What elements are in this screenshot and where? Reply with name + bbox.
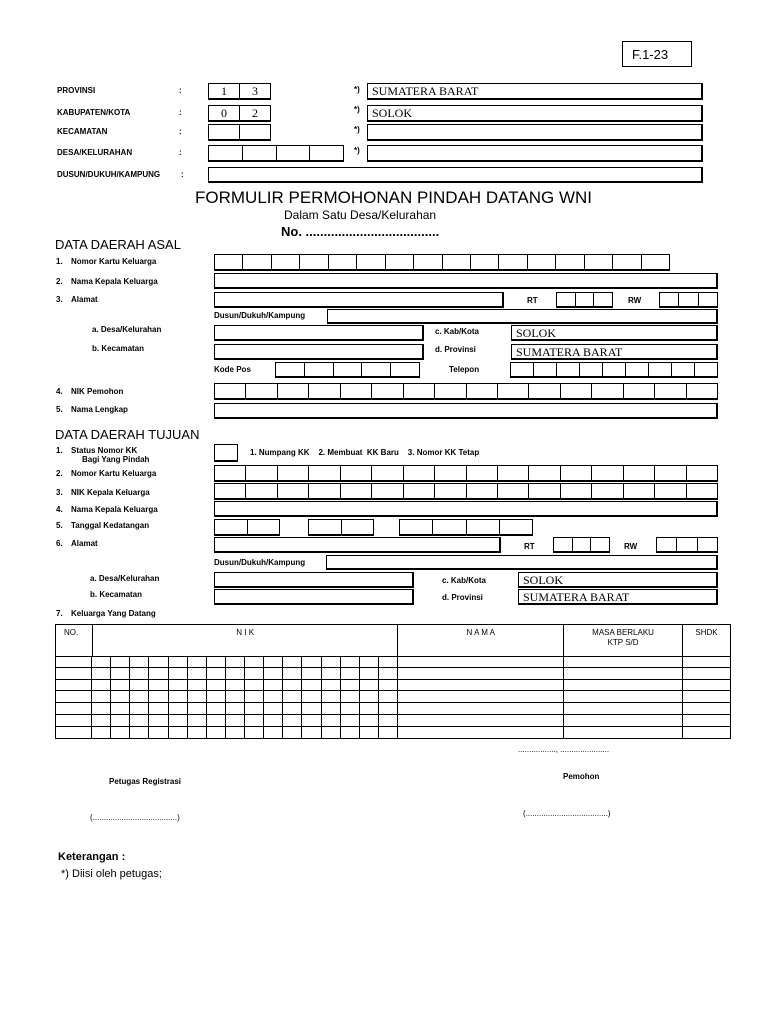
date-line: ................., ...................... xyxy=(518,745,610,754)
nik-digit-cell[interactable] xyxy=(207,727,226,738)
nik-digit-cell[interactable] xyxy=(111,680,130,691)
form-subtitle: Dalam Satu Desa/Kelurahan xyxy=(284,208,437,222)
petugas-label: Petugas Registrasi xyxy=(109,777,182,786)
tujuan-dusun-label: Dusun/Dukuh/Kampung xyxy=(214,558,306,567)
nik-digit-cell[interactable] xyxy=(245,691,264,702)
dusun-field[interactable] xyxy=(208,167,703,183)
nik-digit-cell[interactable] xyxy=(207,656,226,667)
tujuan-status-options: 1. Numpang KK 2. Membuat KK Baru 3. Nomor KK Tetap xyxy=(250,448,480,457)
form-title: FORMULIR PERMOHONAN PINDAH DATANG WNI xyxy=(195,188,592,207)
nik-digit-cell[interactable] xyxy=(341,680,360,691)
table-cell-no[interactable] xyxy=(55,715,92,727)
nik-digit-cell[interactable] xyxy=(264,703,283,714)
nik-digit-cell[interactable] xyxy=(130,727,149,738)
nik-digit-cell[interactable] xyxy=(379,727,397,738)
table-cell-nik[interactable] xyxy=(92,703,398,715)
item-number: 5. xyxy=(56,521,63,530)
provinsi-code-digit: 3 xyxy=(252,84,258,98)
nik-digit-cell[interactable] xyxy=(130,668,149,679)
nik-digit-cell[interactable] xyxy=(207,703,226,714)
nik-digit-cell[interactable] xyxy=(226,656,245,667)
table-cell-nama[interactable] xyxy=(398,656,564,668)
nik-digit-cell[interactable] xyxy=(149,703,168,714)
item-number: 4. xyxy=(56,505,63,514)
nik-digit-cell[interactable] xyxy=(111,703,130,714)
tujuan-nama-kepala-label: Nama Kepala Keluarga xyxy=(71,505,158,514)
asal-dusun-field[interactable] xyxy=(327,309,718,324)
item-number: 1. xyxy=(56,446,63,455)
table-cell-nama[interactable] xyxy=(398,691,564,703)
nik-digit-cell[interactable] xyxy=(322,680,341,691)
tujuan-rt-label: RT xyxy=(524,542,535,551)
nik-digit-cell[interactable] xyxy=(379,715,397,726)
asal-desa-label: a. Desa/Kelurahan xyxy=(92,325,162,334)
nik-digit-cell[interactable] xyxy=(283,668,302,679)
form-code: F.1-23 xyxy=(632,47,669,62)
form-number: No. ..................................... xyxy=(281,224,440,239)
nik-digit-cell[interactable] xyxy=(341,703,360,714)
provinsi-name-field[interactable]: SUMATERA BARAT xyxy=(367,83,703,100)
tujuan-rt-field[interactable] xyxy=(553,537,610,553)
table-row xyxy=(55,680,731,692)
table-cell-shdk[interactable] xyxy=(683,668,731,680)
notes-heading: Keterangan : xyxy=(58,851,126,863)
item-number: 3. xyxy=(56,295,63,304)
table-row xyxy=(55,703,731,715)
asal-kabkota-field[interactable]: SOLOK xyxy=(511,325,718,341)
item-number: 5. xyxy=(56,405,63,414)
asal-nik-pemohon-label: NIK Pemohon xyxy=(71,387,124,396)
asal-kecamatan-field[interactable] xyxy=(214,344,424,360)
item-number: 2. xyxy=(56,469,63,478)
nik-digit-cell[interactable] xyxy=(92,680,111,691)
nik-digit-cell[interactable] xyxy=(188,691,207,702)
nik-digit-cell[interactable] xyxy=(302,680,321,691)
kecamatan-name-field[interactable] xyxy=(367,124,703,141)
star-mark: *) xyxy=(354,146,360,155)
nik-digit-cell[interactable] xyxy=(92,668,111,679)
tujuan-rw-field[interactable] xyxy=(656,537,718,553)
nik-digit-cell[interactable] xyxy=(360,691,379,702)
tujuan-tanggal-month-field[interactable] xyxy=(308,519,374,536)
nik-digit-cell[interactable] xyxy=(341,727,360,738)
asal-provinsi-label: d. Provinsi xyxy=(435,345,476,354)
table-cell-shdk[interactable] xyxy=(683,656,731,668)
table-cell-nama[interactable] xyxy=(398,727,564,739)
asal-kecamatan-label: b. Kecamatan xyxy=(92,344,145,353)
nik-digit-cell[interactable] xyxy=(264,691,283,702)
asal-rw-label: RW xyxy=(628,296,642,305)
nik-digit-cell[interactable] xyxy=(360,668,379,679)
asal-telepon-label: Telepon xyxy=(449,365,480,374)
nik-digit-cell[interactable] xyxy=(322,715,341,726)
table-row xyxy=(55,656,731,668)
nik-digit-cell[interactable] xyxy=(92,703,111,714)
table-cell-nik[interactable] xyxy=(92,656,398,668)
nik-digit-cell[interactable] xyxy=(379,691,397,702)
nik-digit-cell[interactable] xyxy=(130,715,149,726)
asal-desa-field[interactable] xyxy=(214,325,424,341)
kabupaten-code-digit: 2 xyxy=(252,106,258,120)
nik-digit-cell[interactable] xyxy=(130,656,149,667)
tujuan-desa-field[interactable] xyxy=(214,572,414,588)
nik-digit-cell[interactable] xyxy=(245,656,264,667)
desa-label: DESA/KELURAHAN xyxy=(57,148,133,157)
item-number: 4. xyxy=(56,387,63,396)
nik-digit-cell[interactable] xyxy=(283,727,302,738)
nik-digit-cell[interactable] xyxy=(188,715,207,726)
nik-digit-cell[interactable] xyxy=(360,727,379,738)
pemohon-label: Pemohon xyxy=(563,772,600,781)
table-header-nik: N I K xyxy=(92,625,397,657)
nik-digit-cell[interactable] xyxy=(111,668,130,679)
table-cell-nik[interactable] xyxy=(92,668,398,680)
item-number: 6. xyxy=(56,539,63,548)
star-mark: *) xyxy=(354,85,360,94)
provinsi-code-field[interactable] xyxy=(208,83,271,100)
nik-digit-cell[interactable] xyxy=(379,680,397,691)
nik-digit-cell[interactable] xyxy=(226,691,245,702)
nik-digit-cell[interactable] xyxy=(149,715,168,726)
asal-nik-pemohon-field[interactable] xyxy=(214,383,718,400)
desa-code-field[interactable] xyxy=(208,145,344,162)
nik-digit-cell[interactable] xyxy=(322,691,341,702)
nik-digit-cell[interactable] xyxy=(188,703,207,714)
nik-digit-cell[interactable] xyxy=(92,691,111,702)
nik-digit-cell[interactable] xyxy=(264,715,283,726)
tujuan-nik-kepala-field[interactable] xyxy=(214,483,718,500)
nik-digit-cell[interactable] xyxy=(226,715,245,726)
asal-nama-lengkap-label: Nama Lengkap xyxy=(71,405,128,414)
table-cell-masa-berlaku[interactable] xyxy=(564,656,683,668)
nik-digit-cell[interactable] xyxy=(111,691,130,702)
nik-digit-cell[interactable] xyxy=(207,680,226,691)
nik-digit-cell[interactable] xyxy=(264,668,283,679)
tujuan-kecamatan-field[interactable] xyxy=(214,589,414,605)
nik-digit-cell[interactable] xyxy=(245,703,264,714)
asal-nama-lengkap-field[interactable] xyxy=(214,403,718,419)
tujuan-kabkota-label: c. Kab/Kota xyxy=(442,576,487,585)
tujuan-nomor-kk-field[interactable] xyxy=(214,465,718,482)
kabupaten-code-field[interactable] xyxy=(208,105,271,122)
tujuan-tanggal-year-field[interactable] xyxy=(399,519,533,536)
table-cell-nik[interactable] xyxy=(92,715,398,727)
tujuan-status-kk-label: Status Nomor KK xyxy=(71,446,138,455)
nik-digit-cell[interactable] xyxy=(360,715,379,726)
nik-digit-cell[interactable] xyxy=(188,727,207,738)
notes-line-1: *) Diisi oleh petugas; xyxy=(61,868,162,880)
colon: : xyxy=(179,127,182,136)
nik-digit-cell[interactable] xyxy=(360,656,379,667)
asal-nomor-kk-label: Nomor Kartu Keluarga xyxy=(71,257,157,266)
tujuan-rw-label: RW xyxy=(624,542,638,551)
asal-kode-pos-label: Kode Pos xyxy=(214,365,251,374)
table-row xyxy=(55,715,731,727)
tujuan-tanggal-day-field[interactable] xyxy=(214,519,280,536)
nik-digit-cell[interactable] xyxy=(226,703,245,714)
kecamatan-code-field[interactable] xyxy=(208,124,271,141)
tujuan-kabkota-field[interactable]: SOLOK xyxy=(518,572,718,588)
colon: : xyxy=(179,148,182,157)
item-number: 2. xyxy=(56,277,63,286)
colon: : xyxy=(181,170,184,179)
desa-name-field[interactable] xyxy=(367,145,703,162)
nik-digit-cell[interactable] xyxy=(226,680,245,691)
tujuan-desa-label: a. Desa/Kelurahan xyxy=(90,574,160,583)
colon: : xyxy=(179,86,182,95)
nik-digit-cell[interactable] xyxy=(360,680,379,691)
table-cell-no[interactable] xyxy=(55,727,92,739)
table-cell-no[interactable] xyxy=(55,703,92,715)
tujuan-status-kk-label-2: Bagi Yang Pindah xyxy=(82,455,150,464)
table-cell-masa-berlaku[interactable] xyxy=(564,680,683,692)
asal-rt-field[interactable] xyxy=(556,292,613,308)
nik-digit-cell[interactable] xyxy=(341,715,360,726)
table-cell-nik[interactable] xyxy=(92,680,398,692)
table-header-shdk: SHDK xyxy=(683,625,731,657)
nik-digit-cell[interactable] xyxy=(149,668,168,679)
asal-alamat-field[interactable] xyxy=(214,292,504,308)
nik-digit-cell[interactable] xyxy=(130,680,149,691)
table-cell-masa-berlaku[interactable] xyxy=(564,668,683,680)
table-cell-no[interactable] xyxy=(55,691,92,703)
nik-digit-cell[interactable] xyxy=(302,715,321,726)
item-number: 3. xyxy=(56,488,63,497)
table-row xyxy=(55,691,731,703)
section-tujuan-heading: DATA DAERAH TUJUAN xyxy=(55,427,200,442)
nik-digit-cell[interactable] xyxy=(207,715,226,726)
table-cell-nama[interactable] xyxy=(398,703,564,715)
nik-digit-cell[interactable] xyxy=(322,727,341,738)
nik-digit-cell[interactable] xyxy=(149,680,168,691)
nik-digit-cell[interactable] xyxy=(283,680,302,691)
nik-digit-cell[interactable] xyxy=(322,668,341,679)
nik-digit-cell[interactable] xyxy=(302,668,321,679)
tujuan-keluarga-label: Keluarga Yang Datang xyxy=(71,609,156,618)
tujuan-nomor-kk-label: Nomor Kartu Keluarga xyxy=(71,469,157,478)
tujuan-nik-kepala-label: NIK Kepala Keluarga xyxy=(71,488,150,497)
nik-digit-cell[interactable] xyxy=(264,727,283,738)
star-mark: *) xyxy=(354,125,360,134)
nik-digit-cell[interactable] xyxy=(283,656,302,667)
nik-digit-cell[interactable] xyxy=(92,656,111,667)
form-code-box xyxy=(622,41,692,67)
nik-digit-cell[interactable] xyxy=(111,656,130,667)
nik-digit-cell[interactable] xyxy=(379,668,397,679)
nik-digit-cell[interactable] xyxy=(149,727,168,738)
nik-digit-cell[interactable] xyxy=(302,727,321,738)
keluarga-table xyxy=(55,624,731,657)
nik-digit-cell[interactable] xyxy=(226,727,245,738)
table-header-no: NO. xyxy=(56,625,93,657)
nik-digit-cell[interactable] xyxy=(379,656,397,667)
kabupaten-name-field[interactable]: SOLOK xyxy=(367,105,703,122)
nik-digit-cell[interactable] xyxy=(169,680,188,691)
nik-digit-cell[interactable] xyxy=(188,668,207,679)
nik-digit-cell[interactable] xyxy=(322,656,341,667)
petugas-name-line: (......................................) xyxy=(90,813,180,822)
table-cell-shdk[interactable] xyxy=(683,680,731,692)
asal-dusun-label: Dusun/Dukuh/Kampung xyxy=(214,311,306,320)
nik-digit-cell[interactable] xyxy=(188,656,207,667)
nik-digit-cell[interactable] xyxy=(207,668,226,679)
nik-digit-cell[interactable] xyxy=(149,656,168,667)
table-cell-no[interactable] xyxy=(55,668,92,680)
nik-digit-cell[interactable] xyxy=(226,668,245,679)
nik-digit-cell[interactable] xyxy=(283,703,302,714)
tujuan-tanggal-label: Tanggal Kedatangan xyxy=(71,521,150,530)
nik-digit-cell[interactable] xyxy=(283,715,302,726)
table-cell-masa-berlaku[interactable] xyxy=(564,691,683,703)
kecamatan-label: KECAMATAN xyxy=(57,127,108,136)
nik-digit-cell[interactable] xyxy=(302,703,321,714)
item-number: 7. xyxy=(56,609,63,618)
table-row xyxy=(55,668,731,680)
section-asal-heading: DATA DAERAH ASAL xyxy=(55,237,181,252)
nik-digit-cell[interactable] xyxy=(302,656,321,667)
nik-digit-cell[interactable] xyxy=(169,715,188,726)
colon: : xyxy=(179,108,182,117)
tujuan-provinsi-label: d. Provinsi xyxy=(442,593,483,602)
nik-digit-cell[interactable] xyxy=(207,691,226,702)
asal-nomor-kk-field[interactable] xyxy=(214,254,670,271)
table-cell-shdk[interactable] xyxy=(683,691,731,703)
kabupaten-label: KABUPATEN/KOTA xyxy=(57,108,131,117)
tujuan-status-kk-field[interactable] xyxy=(214,444,238,462)
nik-digit-cell[interactable] xyxy=(111,715,130,726)
nik-digit-cell[interactable] xyxy=(130,691,149,702)
nik-digit-cell[interactable] xyxy=(245,680,264,691)
table-row xyxy=(55,727,731,739)
asal-rw-field[interactable] xyxy=(659,292,718,308)
nik-digit-cell[interactable] xyxy=(245,668,264,679)
nik-digit-cell[interactable] xyxy=(245,715,264,726)
table-cell-nama[interactable] xyxy=(398,680,564,692)
nik-digit-cell[interactable] xyxy=(360,703,379,714)
tujuan-alamat-field[interactable] xyxy=(214,537,501,553)
tujuan-dusun-field[interactable] xyxy=(326,555,718,570)
nik-digit-cell[interactable] xyxy=(188,680,207,691)
table-cell-no[interactable] xyxy=(55,656,92,668)
table-header-masa-berlaku: MASA BERLAKU KTP S/D xyxy=(564,625,683,657)
table-cell-masa-berlaku[interactable] xyxy=(564,715,683,727)
provinsi-code-digit: 1 xyxy=(209,84,240,98)
table-cell-shdk[interactable] xyxy=(683,727,731,739)
asal-alamat-label: Alamat xyxy=(71,295,98,304)
item-number: 1. xyxy=(56,257,63,266)
table-cell-nik[interactable] xyxy=(92,691,398,703)
nik-digit-cell[interactable] xyxy=(92,727,111,738)
nik-digit-cell[interactable] xyxy=(283,691,302,702)
nik-digit-cell[interactable] xyxy=(92,715,111,726)
asal-kabkota-label: c. Kab/Kota xyxy=(435,327,480,336)
nik-digit-cell[interactable] xyxy=(130,703,149,714)
nik-digit-cell[interactable] xyxy=(341,668,360,679)
table-cell-masa-berlaku[interactable] xyxy=(564,727,683,739)
table-header-nama: N A M A xyxy=(398,625,564,657)
nik-digit-cell[interactable] xyxy=(322,703,341,714)
nik-digit-cell[interactable] xyxy=(169,703,188,714)
dusun-label: DUSUN/DUKUH/KAMPUNG xyxy=(57,170,161,179)
tujuan-nama-kepala-field[interactable] xyxy=(214,501,718,517)
nik-digit-cell[interactable] xyxy=(245,727,264,738)
table-cell-nik[interactable] xyxy=(92,727,398,739)
table-cell-shdk[interactable] xyxy=(683,715,731,727)
nik-digit-cell[interactable] xyxy=(302,691,321,702)
nik-digit-cell[interactable] xyxy=(169,727,188,738)
provinsi-label: PROVINSI xyxy=(57,86,96,95)
nik-digit-cell[interactable] xyxy=(169,691,188,702)
kabupaten-code-digit: 0 xyxy=(209,106,240,120)
asal-nama-kepala-label: Nama Kepala Keluarga xyxy=(71,277,158,286)
tujuan-alamat-label: Alamat xyxy=(71,539,98,548)
nik-digit-cell[interactable] xyxy=(341,691,360,702)
asal-provinsi-field[interactable]: SUMATERA BARAT xyxy=(511,344,718,360)
asal-telepon-field[interactable] xyxy=(510,362,718,378)
nik-digit-cell[interactable] xyxy=(169,668,188,679)
tujuan-kecamatan-label: b. Kecamatan xyxy=(90,590,143,599)
nik-digit-cell[interactable] xyxy=(341,656,360,667)
table-cell-shdk[interactable] xyxy=(683,703,731,715)
nik-digit-cell[interactable] xyxy=(169,656,188,667)
tujuan-provinsi-field[interactable]: SUMATERA BARAT xyxy=(518,589,718,605)
nik-digit-cell[interactable] xyxy=(379,703,397,714)
nik-digit-cell[interactable] xyxy=(264,656,283,667)
pemohon-name-line: (.....................................) xyxy=(523,809,611,818)
star-mark: *) xyxy=(354,105,360,114)
nik-digit-cell[interactable] xyxy=(264,680,283,691)
asal-nama-kepala-field[interactable] xyxy=(214,273,718,289)
table-header-row xyxy=(56,625,731,657)
table-cell-no[interactable] xyxy=(55,680,92,692)
nik-digit-cell[interactable] xyxy=(149,691,168,702)
asal-kode-pos-field[interactable] xyxy=(275,362,420,378)
table-cell-masa-berlaku[interactable] xyxy=(564,703,683,715)
nik-digit-cell[interactable] xyxy=(111,727,130,738)
table-cell-nama[interactable] xyxy=(398,715,564,727)
table-cell-nama[interactable] xyxy=(398,668,564,680)
asal-rt-label: RT xyxy=(527,296,538,305)
